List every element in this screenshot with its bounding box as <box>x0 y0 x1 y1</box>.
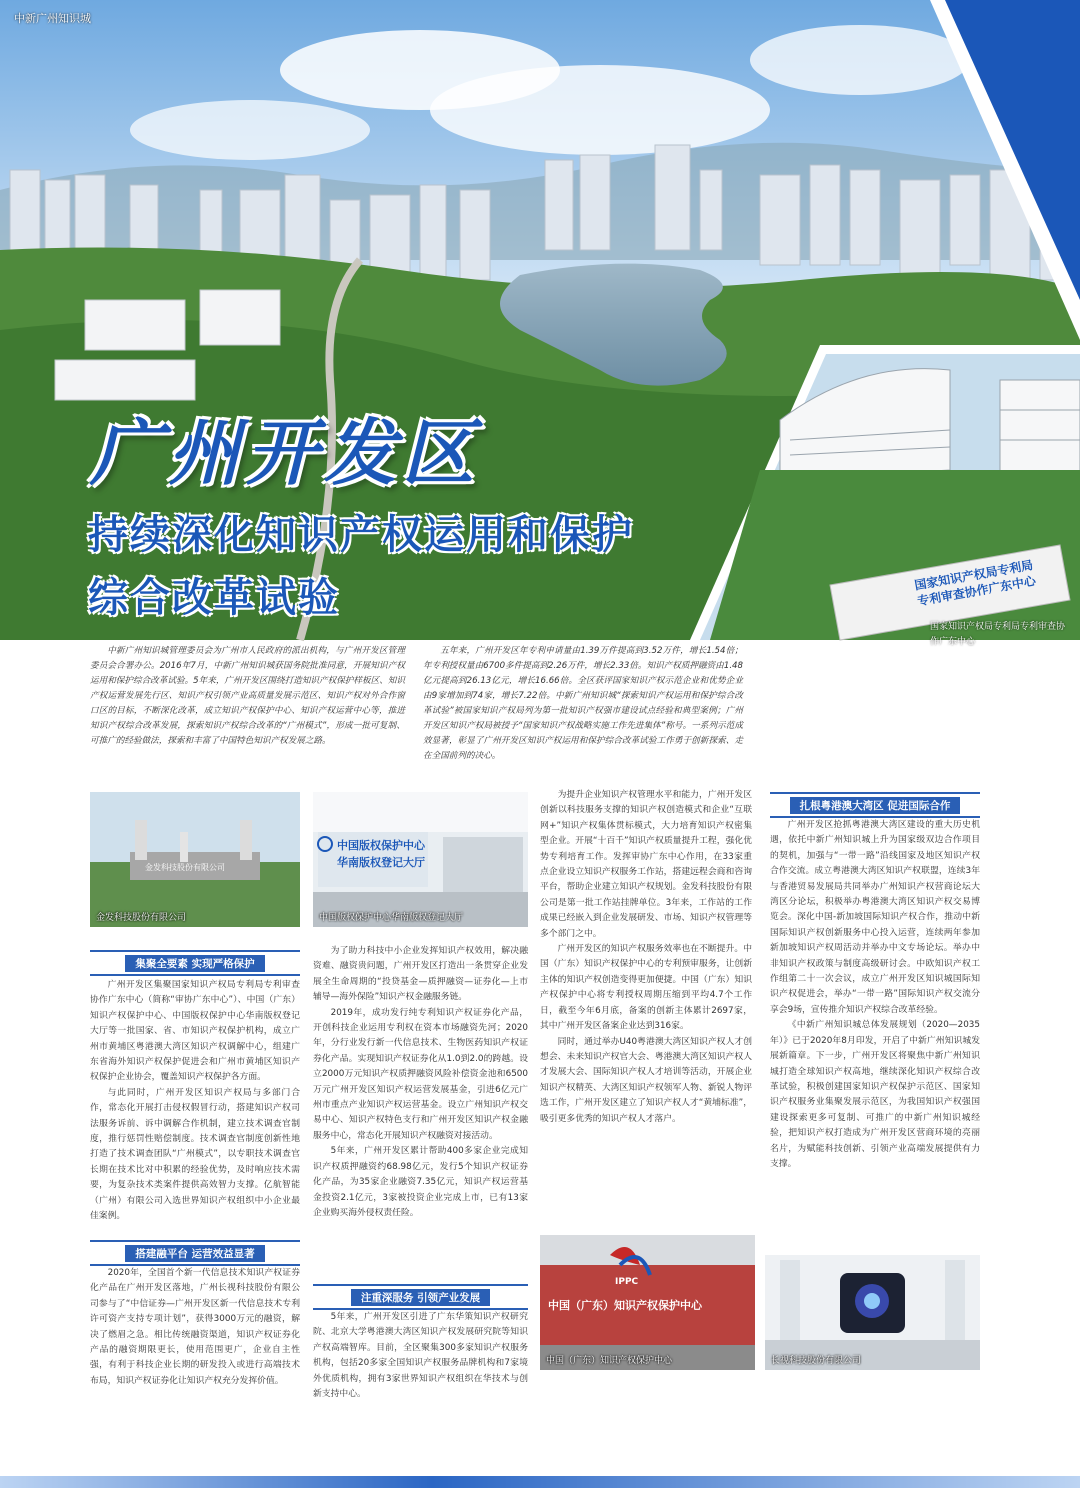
bottom-decorative-bar <box>0 1476 1080 1488</box>
photo-ippc <box>540 1235 755 1370</box>
intro-right: 五年来，广州开发区年专利申请量由1.39万件提高到3.52万件，增长1.54倍；年专利授权量由6700多件提高到2.26万件，增长2.33倍。知识产权质押融资由1.48亿元提高到26.13亿元，增长16.66倍。全区获评国家知识产权示范企业和优势企业由9家增加到74家，增长7.22倍。中新广州知识城“探索知识产权运用和保护综合改革试验”被国家知识产权局列为第一批知识产权强市建设试点经验和典型案例；广州开发区知识产权局被授予“国家知识产权战略实施工作先进集体”称号。一系列示范成效显著，彰显了广州开发区知识产权运用和保护综合改革试验工作勇于创新探索、走在全国前列的决心。 <box>423 646 743 761</box>
section-heading: 集聚全要素 实现严格保护 <box>90 950 300 976</box>
column-3: 为提升企业知识产权管理水平和能力，广州开发区创新以科技服务支撑的知识产权创造模式和企业“互联网+”知识产权集体贯标模式，大力培育知识产权密集型企业。开展“十百千”知识产权质量提升工程，强化优势专利培育工作。发挥审协广东中心作用，在33家重点企业设立知识产权服务工作站，搭建远程会商和咨询平台，帮助企业建立知识产权规划。金发科技股份有限公司是第一批工作站挂牌单位。3年来，工作站的工作成果已经嵌入到企业发展研发、市场、知识产权管理等多个部门之中。 广州开发区的知识产权服务效率也在不断提升。中国（广东）知识产权保护中心的专利预审服务，让创新主体的知识产权创造变得更加便捷。中国（广东）知识产权保护中心将专利授权周期压缩到平均4.7个工作日，截至今年6月底，备案的创新主体累计2697家，其中广州开发区备案企业达到316家。 同时，通过举办U40粤港澳大湾区知识产权人才创想会、未来知识产权官大会、粤港澳大湾区知识产权人才发展大会、国际知识产权人才培训等活动，开展企业知识产权精英、大湾区知识产权领军人物、新锐人物评选工作，广州开发区建立了知识产权人才“黄埔标准”，吸引更多优秀的知识产权人才落户。 <box>540 790 752 1124</box>
column-2: 为了助力科技中小企业发挥知识产权效用，解决融资难、融资贵问题，广州开发区打造出一条贯穿企业发展全生命周期的“投贷基金—质押融资—证券化—上市辅导—海外保险”知识产权金融服务链。 2019年，成功发行纯专利知识产权证券化产品，开创科技企业运用专利权在资本市场融资先河；2020年，分行业发行新一代信息技术、生物医药知识产权证券化产品。实现知识产权证券化从1.0到2.0的跨越。设立2000万元知识产权质押融资风险补偿资金池和6500万元广州开发区知识产权运营发展基金，引进6亿元广州市重点产业知识产权运营基金。设立广州知识产权交易中心、知识产权特色支行和广州开发区知识产权金融服务中心，常态化开展知识产权融资对接活动。 5年来，广州开发区累计帮助400多家企业完成知识产权质押融资约68.98亿元，发行5个知识产权证券化产品，为35家企业融资7.35亿元，知识产权运营基金投资2.1亿元，3家被投资企业完成上市，已有13家企业购买海外侵权责任险。 <box>313 946 528 1218</box>
column-1-cont: 2020年，全国首个新一代信息技术知识产权证券化产品在广州开发区落地，广州长视科技股份有限公司参与了“中信证券—广州开发区新一代信息技术专利许可资产支持专项计划”，获得3000万元的融资，解决了燃眉之急。相比传统融资渠道，知识产权证券化产品的融资期限更长，使用范围更广，企业自主性强，有利于科技企业长期的研发投入或进行高端技术布局，知识产权证券化让知识产权充分发挥价值。 <box>90 1268 300 1386</box>
photo-cvte <box>765 1235 980 1370</box>
photo-caption: 金发科技股份有限公司 <box>96 913 187 923</box>
subtitle-line-1: 持续深化知识产权运用和保护 <box>88 512 634 558</box>
column-2-cont: 5年来，广州开发区引进了广东华策知识产权研究院、北京大学粤港澳大湾区知识产权发展研究院等知识产权高端智库。目前，全区聚集300多家知识产权服务机构，包括20多家全国知识产权服务品牌机构和7家境外优质机构，拥有3家世界知识产权组织在华技术与创新支持中心。 <box>313 1312 528 1400</box>
column-1: 广州开发区集聚国家知识产权局专利局专利审查协作广东中心（简称“审协广东中心”）、中国（广东）知识产权保护中心、中国版权保护中心华南版权登记大厅等一批国家、省、市知识产权保护机构，成立广州市黄埔区粤港澳大湾区知识产权调解中心，组建广东省海外知识产权保护促进会和广州市黄埔区知识产权保护企业协会，覆盖知识产权保护各方面。 与此同时，广州开发区知识产权局与多部门合作，常态化开展打击侵权假冒行动，搭建知识产权司法服务诉前、诉中调解合作机制，建立技术调查官制度，推行惩罚性赔偿制度。技术调查官制度创新性地打造了技术调查团队“广州模式”，以专职技术调查官长期在技术比对中积累的经验优势，及时响应技术需要，为复杂技术类案件提供高效智力支撑。亿航智能（广州）有限公司入选世界知识产权组织中小企业最佳案例。 <box>90 980 300 1222</box>
subtitle-line-2: 综合改革试验 <box>88 575 340 621</box>
photo-kingfa <box>90 792 300 927</box>
main-title: 广州开发区 <box>90 410 481 495</box>
copyright-sign-1: 中国版权保护中心 <box>337 839 425 852</box>
section-heading: 搭建融平台 运营效益显著 <box>90 1240 300 1266</box>
inset-sign-text: 国家知识产权局专利局 专利审查协作广东中心 <box>913 557 1037 609</box>
ippc-sign: 中国（广东）知识产权保护中心 <box>548 1299 702 1312</box>
header-label: 中新广州知识城 <box>14 12 91 25</box>
section-heading: 注重深服务 引领产业发展 <box>313 1284 528 1310</box>
ippc-logo-text: IPPC <box>615 1277 639 1287</box>
photo-caption: 长视科技股份有限公司 <box>771 1356 862 1366</box>
photo-copyright-hall <box>313 792 528 927</box>
hero-banner <box>0 0 1080 647</box>
kingfa-sign: 金发科技股份有限公司 <box>145 863 225 872</box>
photo-caption: 中国版权保护中心华南版权登记大厅 <box>319 913 464 923</box>
inset-caption: 国家知识产权局专利局专利审查协作广东中心 <box>930 622 1066 647</box>
section-heading: 扎根粤港澳大湾区 促进国际合作 <box>770 792 980 818</box>
copyright-sign-2: 华南版权登记大厅 <box>337 856 425 869</box>
photo-caption: 中国（广东）知识产权保护中心 <box>546 1356 673 1366</box>
column-4: 广州开发区抢抓粤港澳大湾区建设的重大历史机遇，依托中新广州知识城上升为国家级双边合作项目的契机，加强与“一带一路”沿线国家及地区知识产权合作交流。成立粤港澳大湾区知识产权联盟，连续3年与香港贸易发展局共同举办广州知识产权营商论坛大湾区分论坛，积极举办粤港澳大湾区知识产权交易博览会。深化中国-新加坡国际知识产权合作，推动中新国际知识产权创新服务中心投入运营，连续两年参加新加坡知识产权周活动并举办中文专场论坛。举办中非知识产权政策与制度高级研讨会。中欧知识产权工作组第二十一次会议，成立广州开发区知识城国际知识产权促进会，举办“一带一路”国际知识产权交流分享会9场，宣传推介知识产权综合改革经验。 《中新广州知识城总体发展规划（2020—2035年）》已于2020年8月印发，开启了中新广州知识城发展新篇章。下一步，广州开发区将聚焦中新广州知识城打造全球知识产权高地，继续深化知识产权综合改革试验，积极创建国家知识产权保护示范区、国家知识产权服务业集聚发展示范区，为我国知识产权强国建设探索更多可复制、可推广的中新广州知识城经验，把知识产权打造成为广州开发区营商环境的亮丽名片，为赋能科技创新、引领产业高端发展提供有力支撑。 <box>770 820 980 1169</box>
intro-left: 中新广州知识城管理委员会为广州市人民政府的派出机构，与广州开发区管理委员会合署办公。2016年7月，中新广州知识城获国务院批准同意，开展知识产权运用和保护综合改革试验。5年来，广州开发区围绕打造知识产权保护样板区、知识产权运营发展先行区、知识产权引领产业高质量发展示范区、知识产权对外合作窗口区的目标，不断深化改革，成立知识产权保护中心、知识产权运营中心等，推进知识产权综合改革发展，探索知识产权综合改革的“广州模式”，形成一批可复制、可推广的经验做法，探索和丰富了中国特色知识产权发展之路。 <box>90 646 405 746</box>
